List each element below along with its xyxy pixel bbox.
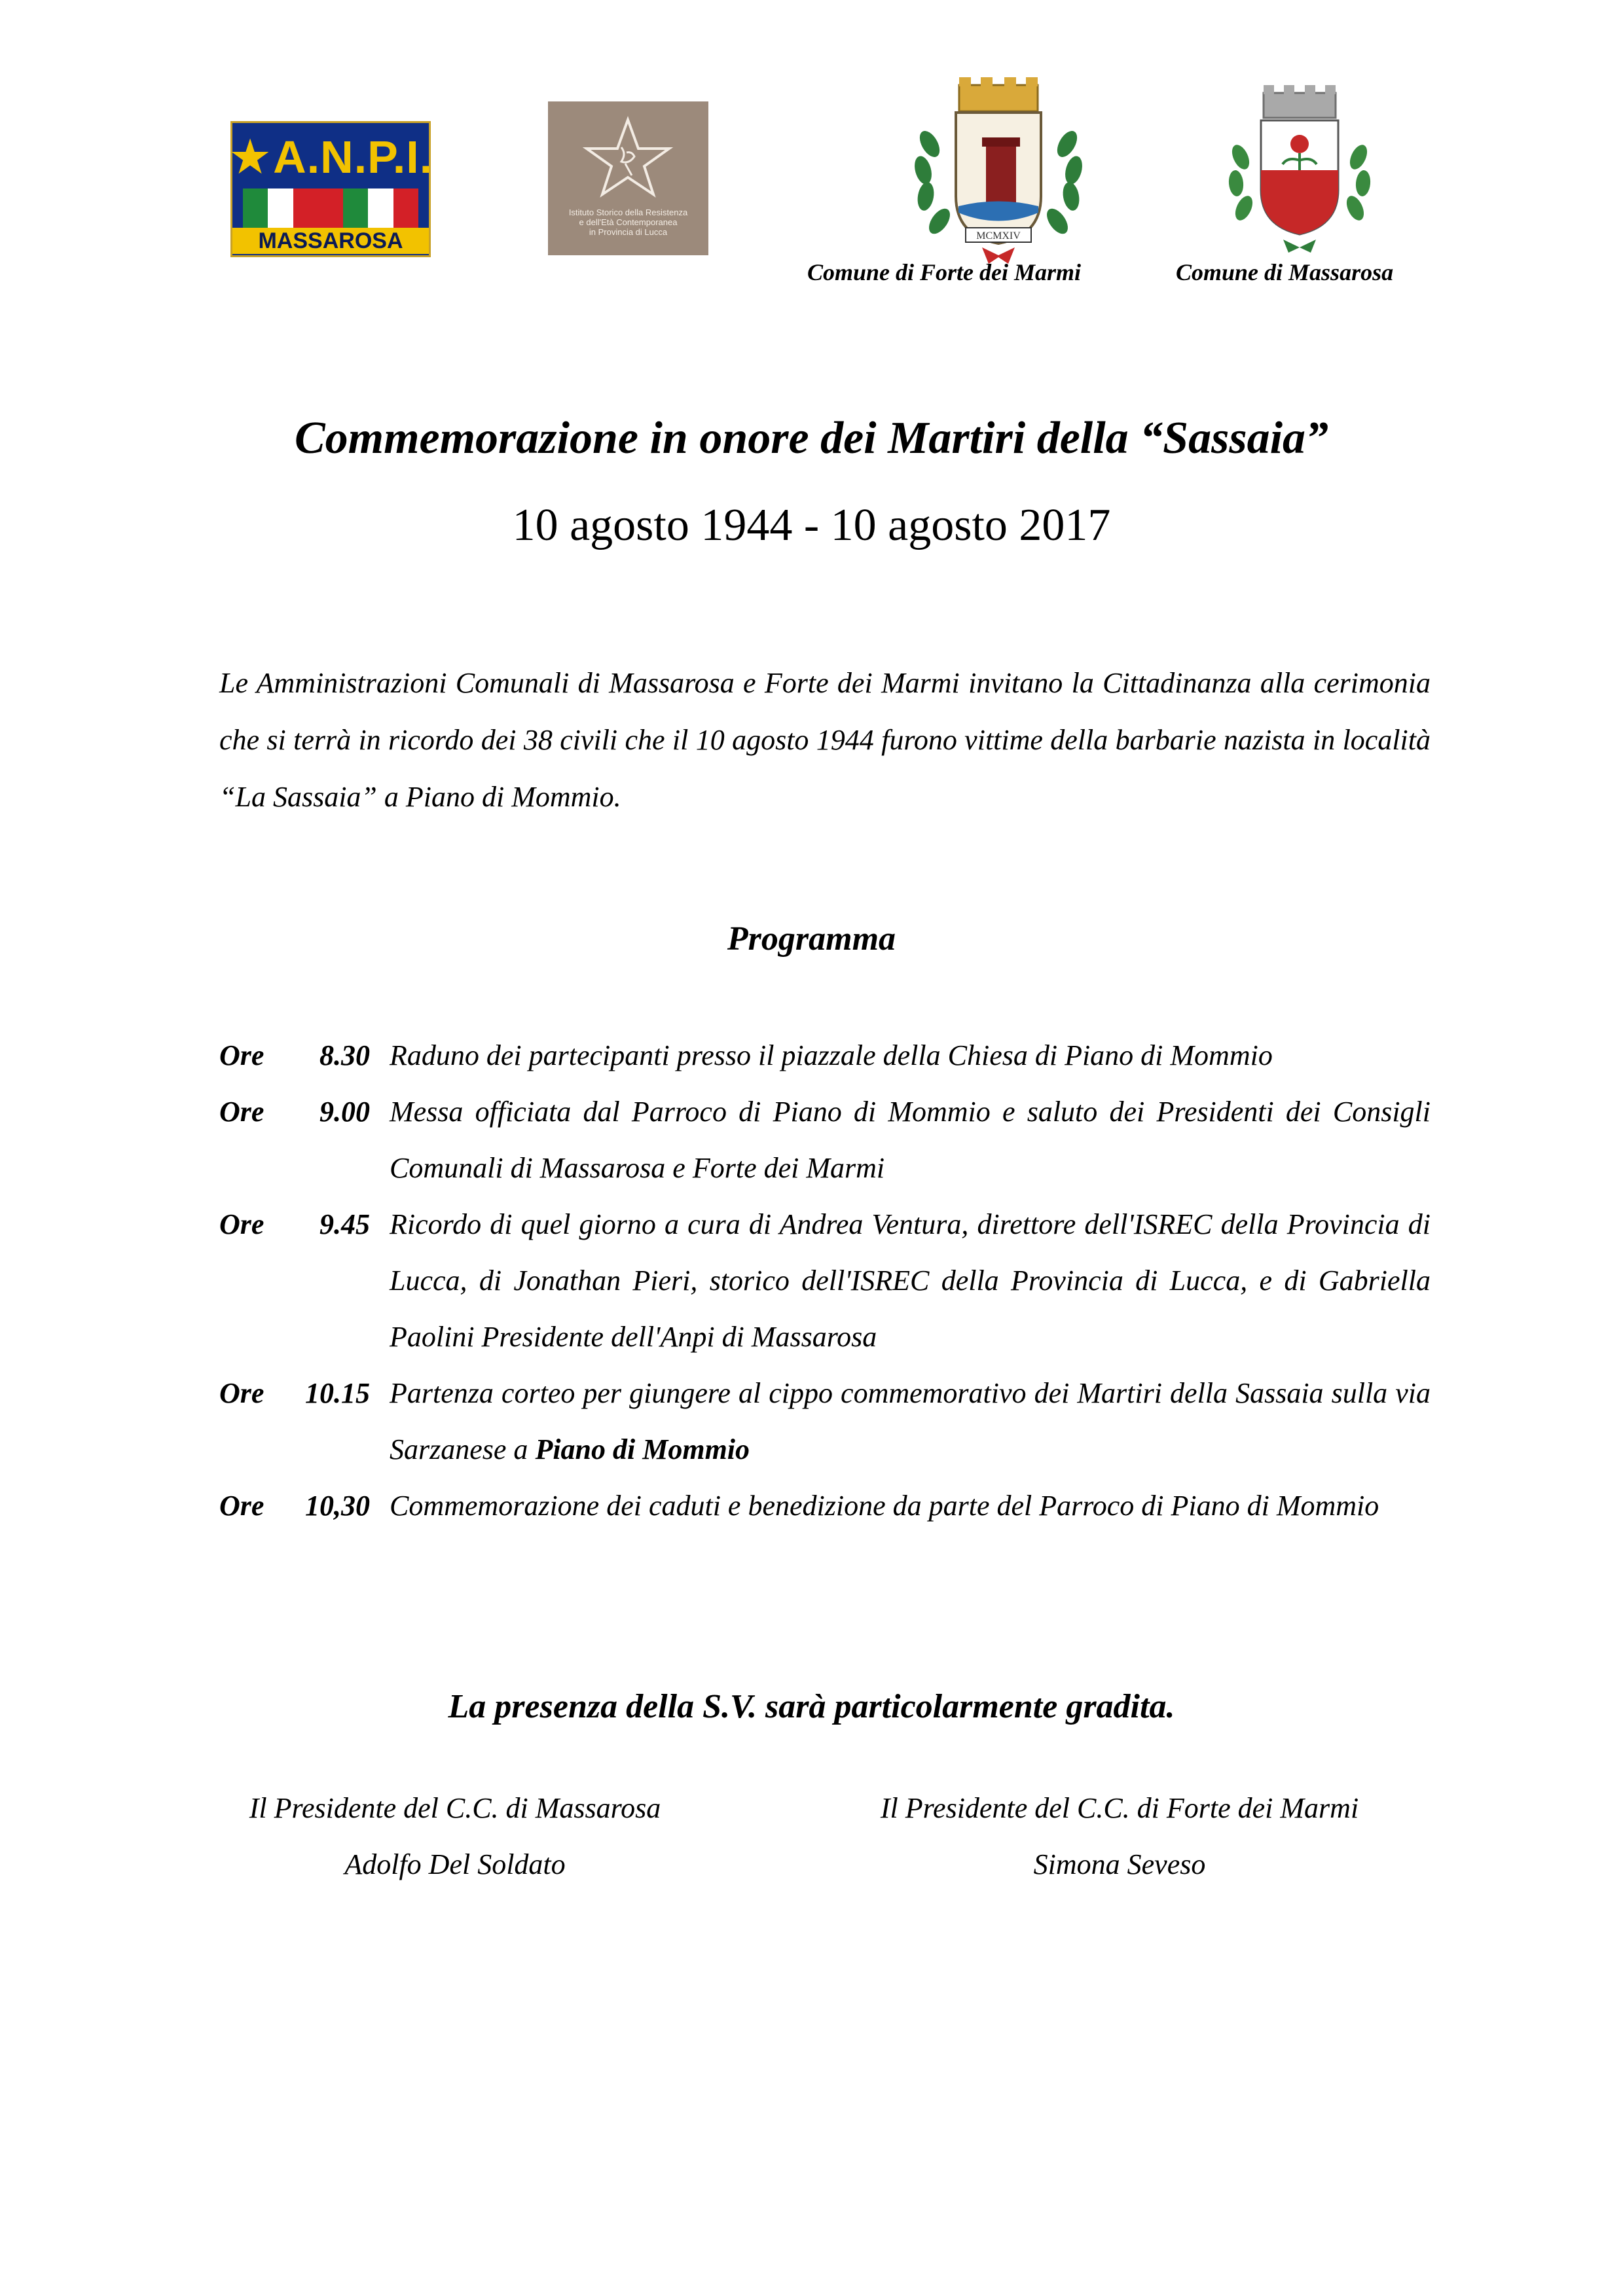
document-title: Commemorazione in onore dei Martiri della “Sassaia” — [294, 413, 1329, 463]
program-description — [390, 1196, 1431, 1365]
program-ore: Ore — [219, 1096, 264, 1128]
program-item — [219, 1028, 1431, 1084]
program-time-value: 9.00 — [319, 1096, 370, 1128]
program-description — [390, 1478, 1431, 1534]
program-ore: Ore — [219, 1039, 264, 1071]
program-time — [219, 1084, 390, 1196]
program-time-value: 10,30 — [305, 1490, 370, 1522]
isrec-logo — [548, 101, 708, 255]
program-item — [219, 1084, 1431, 1196]
signature-role: Il Presidente del C.C. di Massarosa — [249, 1792, 661, 1824]
signature-name: Adolfo Del Soldato — [344, 1848, 566, 1880]
program-time-value: 9.45 — [319, 1208, 370, 1240]
program-text: Partenza corteo per giungere al cippo commemorativo dei Martiri della Sassaia sulla via Sarzanese a — [390, 1377, 1431, 1465]
program-description — [390, 1365, 1431, 1478]
isrec-star-icon — [548, 101, 708, 206]
program-ore: Ore — [219, 1377, 264, 1409]
signature-role: Il Presidente del C.C. di Forte dei Marmi — [880, 1792, 1359, 1824]
massarosa-crest-icon — [1218, 79, 1381, 262]
program-text: Raduno dei partecipanti presso il piazzale della Chiesa di Piano di Mommio — [390, 1039, 1273, 1071]
comune-massarosa-label: Comune di Massarosa — [1176, 259, 1394, 285]
signature-right — [845, 1780, 1395, 1893]
isrec-caption — [548, 207, 708, 237]
program-description — [390, 1028, 1431, 1084]
isrec-caption-line: Istituto Storico della Resistenza — [568, 207, 688, 217]
anpi-logo-top — [228, 127, 433, 187]
forte-dei-marmi-crest-icon — [903, 72, 1093, 268]
program-ore: Ore — [219, 1208, 264, 1240]
program-time — [219, 1196, 390, 1365]
anpi-logo — [230, 121, 431, 257]
italian-flag-stripes — [243, 188, 418, 230]
program-text: Messa officiata dal Parroco di Piano di Mommio e saluto dei Presidenti dei Consigli Comunali di Massarosa e Forte dei Marmi — [390, 1096, 1431, 1184]
signature-left — [219, 1780, 691, 1893]
anpi-logo-location: MASSAROSA — [232, 228, 429, 254]
isrec-caption-line: in Provincia di Lucca — [589, 227, 668, 237]
program-item — [219, 1478, 1431, 1534]
program-item — [219, 1365, 1431, 1478]
program-ore: Ore — [219, 1490, 264, 1522]
signature-name: Simona Seveso — [1033, 1848, 1206, 1880]
crest-motto: MCMXIV — [976, 230, 1021, 242]
star-icon: ★ — [228, 129, 272, 185]
closing-line: La presenza della S.V. sarà particolarmente gradita. — [448, 1688, 1175, 1725]
program-time-value: 10.15 — [305, 1377, 370, 1409]
program-time-value: 8.30 — [319, 1039, 370, 1071]
comune-forte-dei-marmi-label: Comune di Forte dei Marmi — [807, 259, 1082, 285]
program-time — [219, 1028, 390, 1084]
program-text: Commemorazione dei caduti e benedizione da parte del Parroco di Piano di Mommio — [390, 1490, 1379, 1522]
program-list — [219, 1028, 1431, 1534]
intro-paragraph: Le Amministrazioni Comunali di Massarosa e Forte dei Marmi invitano la Cittadinanza alla cerimonia che si terrà in ricordo dei 38 civili che il 10 agosto 1944 furono vittime della barbarie nazista in località “La Sassaia” a Piano di Mommio. — [219, 667, 1431, 813]
program-item — [219, 1196, 1431, 1365]
document-dates: 10 agosto 1944 - 10 agosto 2017 — [512, 500, 1111, 550]
anpi-logo-name: A.N.P.I. — [273, 132, 433, 183]
isrec-caption-line: e dell'Età Contemporanea — [579, 217, 678, 227]
program-text-bold: Piano di Mommio — [535, 1433, 750, 1465]
program-text: Ricordo di quel giorno a cura di Andrea Ventura, direttore dell'ISREC della Provincia di Lucca, di Jonathan Pieri, storico dell'ISREC della Provincia di Lucca, e di Gabriella Paolini Presidente dell'Anpi di Massarosa — [390, 1208, 1431, 1353]
program-time — [219, 1365, 390, 1478]
programma-heading: Programma — [727, 920, 896, 958]
program-description — [390, 1084, 1431, 1196]
program-time — [219, 1478, 390, 1534]
